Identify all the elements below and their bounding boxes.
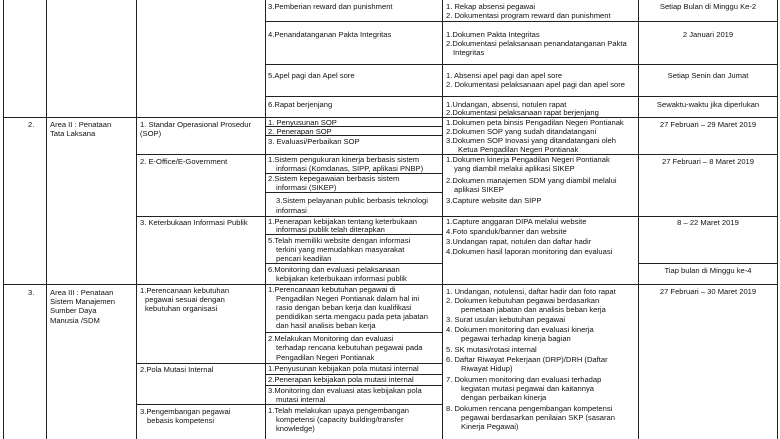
program-label: pegawai sesuai dengan — [145, 295, 225, 304]
area-label: Manusia /SDM — [50, 316, 100, 325]
schedule-cell: Setiap Bulan di Minggu Ke-2 — [659, 2, 757, 11]
activity-line: pendidikan serta mengacu pada peta jabatan — [276, 312, 428, 321]
output-line: 1.Undangan, absensi, notulen rapat — [446, 100, 567, 109]
output-line: Ketua Pengadilan Negeri Pontianak — [458, 145, 579, 154]
output-line: 3.Dokumen SOP Inovasi yang ditandatangani oleh — [446, 136, 616, 145]
output-line: 2. Dokumentasi pelaksanaan apel pagi dan apel sore — [446, 80, 625, 89]
program-label: 1. Standar Operasional Prosedur — [140, 120, 252, 129]
activity-line: 2.Melakukan Monitoring dan evaluasi — [268, 334, 394, 343]
activity-line: 1.Sistem pengukuran kinerja berbasis sistem — [268, 155, 420, 164]
area-label: Tata Laksana — [50, 129, 96, 138]
output-line: 1.Dokumen kinerja Pengadilan Negeri Pontianak — [446, 155, 610, 164]
activity-line: kebijakan keterbukaan informasi publik — [276, 274, 407, 283]
grid-line — [46, 0, 47, 439]
activity-line: 3.Sistem pelayanan public berbasis teknologi — [276, 196, 428, 205]
output-line: kegiatan mutasi pegawai dan kaitannya — [461, 384, 594, 393]
activity-line: informasi (Komdanas, SIPP, aplikasi PNBP) — [276, 164, 424, 173]
activity-line: terhadap rencana kebutuhan pegawai pada — [276, 343, 423, 352]
output-line: 2.Dokumen manajemen SDM yang diambil melalui — [446, 176, 617, 185]
activity-line: kompetensi (capacity building/transfer — [276, 415, 404, 424]
output-line: 8. Dokumen rencana pengembangan kompetensi — [446, 404, 613, 413]
area-label: Sistem Manajemen — [50, 297, 115, 306]
output-line: Riwayat Hidup) — [461, 364, 513, 373]
activity-line: Pengadilan Negeri Pontianak dalam hal ini — [276, 294, 420, 303]
output-line: 7. Dokumen monitoring dan evaluasi terhadap — [446, 375, 602, 384]
output-line: 1. Undangan, notulensi, daftar hadir dan foto rapat — [446, 287, 616, 296]
grid-line — [3, 0, 4, 439]
activity-line: informasi (SIKEP) — [276, 183, 337, 192]
output-line: 2.Dokumentasi pelaksanaan penandatanganan Pakta — [446, 39, 627, 48]
activity-line: 3. Evaluasi/Perbaikan SOP — [268, 137, 360, 146]
program-label: 3.Pengembangan pegawai — [140, 407, 231, 416]
program-label: (SOP) — [140, 129, 162, 138]
output-line: pemetaan jabatan dan analisis beban kerja — [461, 305, 606, 314]
output-line: 5. SK mutasi/rotasi internal — [446, 345, 537, 354]
grid-line — [442, 0, 443, 439]
activity-pakta: 4.Penandatanganan Pakta Integritas — [268, 30, 392, 39]
activity-line: 2. Penerapan SOP — [268, 127, 332, 136]
program-label: bebasis kompetensi — [147, 416, 215, 425]
area-label: Area III : Penataan — [50, 288, 114, 297]
activity-line: 5.Telah memiliki website dengan informasi — [268, 236, 411, 245]
schedule-cell: 27 Februari – 8 Maret 2019 — [661, 157, 755, 166]
area-label: Area II : Penataan — [50, 120, 112, 129]
output-line: yang diambil melalui aplikasi SIKEP — [454, 164, 575, 173]
activity-line: informasi — [276, 206, 307, 215]
output-line: 3.Undangan rapat, notulen dan daftar hadir — [446, 237, 592, 246]
output-line: 4.Dokumen hasil laporan monitoring dan evaluasi — [446, 247, 613, 256]
output-line: 3.Capture website dan SIPP — [446, 196, 542, 205]
output-line: Kinerja Pegawai) — [461, 422, 519, 431]
schedule-cell: 2 Januari 2019 — [682, 30, 734, 39]
output-line: pegawai terhadap kinerja bagian — [461, 334, 571, 343]
activity-line: Pengadilan Negeri Pontianak — [276, 353, 375, 362]
program-label: 2.Pola Mutasi Internal — [140, 365, 214, 374]
schedule-cell: 27 Februari – 29 Maret 2019 — [659, 120, 757, 129]
schedule-cell: Tiap bulan di Minggu ke-4 — [664, 266, 752, 275]
output-line: 2.Dokumen SOP yang sudah ditandatangani — [446, 127, 597, 136]
row-number: 2. — [28, 120, 35, 129]
activity-line: 3.Monitoring dan evaluasi atas kebijakan pola — [268, 386, 422, 395]
activity-line: 1.Penerapan kebijakan tentang keterbukaan — [268, 217, 418, 226]
grid-line — [3, 117, 778, 118]
output-line: aplikasi SIKEP — [454, 185, 504, 194]
output-line: 3. Surat usulan kebutuhan pegawai — [446, 315, 566, 324]
program-label: 1.Perencanaan kebutuhan — [140, 286, 230, 295]
activity-line: 2.Penerapan kebijakan pola mutasi internal — [268, 375, 414, 384]
activity-line: mutasi internal — [276, 395, 326, 404]
activity-line: 1.Telah melakukan upaya pengembangan — [268, 406, 410, 415]
activity-line: 1.Penyusunan kebijakan pola mutasi internal — [268, 364, 419, 373]
program-label: kebutuhan organisasi — [145, 304, 218, 313]
output-line: pegawai berdasarkan penilaian SKP (sasaran — [461, 413, 615, 422]
activity-line: 6.Monitoring dan evaluasi pelaksanaan — [268, 265, 400, 274]
activity-line: 1.Perencanaan kebutuhan pegawai di — [268, 285, 396, 294]
output-line: 1.Dokumen peta binsis Pengadilan Negeri Pontianak — [446, 118, 624, 127]
activity-line: dan hasil analisis beban kerja — [276, 321, 376, 330]
grid-line — [136, 0, 137, 439]
grid-line — [265, 21, 778, 22]
output-line: Integritas — [453, 48, 485, 57]
row-number: 3. — [28, 288, 35, 297]
schedule-cell: 27 Februari – 30 Maret 2019 — [659, 287, 757, 296]
output-line: 1. Absensi apel pagi dan apel sore — [446, 71, 563, 80]
area-label: Sumber Daya — [50, 306, 97, 315]
grid-line — [265, 96, 778, 97]
output-line: 4. Dokumen monitoring dan evaluasi kinerja — [446, 325, 594, 334]
output-line: 4.Foto spanduk/banner dan website — [446, 227, 567, 236]
activity-reward: 3.Pemberian reward dan punishment — [268, 2, 393, 11]
output-line: 1.Dokumen Pakta Integritas — [446, 30, 540, 39]
activity-line: terkini yang memudahkan masyarakat — [276, 245, 405, 254]
program-label: 3. Keterbukaan Informasi Publik — [140, 218, 248, 227]
grid-line — [777, 0, 778, 439]
grid-line — [265, 332, 442, 333]
program-label: 2. E-Office/E-Government — [140, 157, 228, 166]
activity-rapat: 6.Rapat berjenjang — [268, 100, 333, 109]
schedule-cell: 8 – 22 Maret 2019 — [677, 218, 739, 227]
activity-line: rasio dengan beban kerja dan kualifikasi — [276, 303, 412, 312]
activity-line: 2.Sistem kepegawaian berbasis sistem — [268, 174, 400, 183]
output-line: 2.Dokumentasi pelaksanaan rapat berjenjang — [446, 108, 599, 117]
grid-line — [638, 263, 777, 264]
schedule-cell: Sewaktu-waktu jika diperlukan — [656, 100, 760, 109]
output-line: 1.Capture anggaran DIPA melalui website — [446, 217, 587, 226]
output-line: 2. Dokumentasi program reward dan punishment — [446, 11, 611, 20]
activity-apel: 5.Apel pagi dan Apel sore — [268, 71, 355, 80]
activity-line: 1. Penyusunan SOP — [268, 118, 337, 127]
output-line: dengan perbaikan kinerja — [461, 393, 547, 402]
activity-line: pencari keadilan — [276, 254, 332, 263]
output-line: 2. Dokumen kebutuhan pegawai berdasarkan — [446, 296, 600, 305]
output-line: 1. Rekap absensi pegawai — [446, 2, 536, 11]
activity-line: informasi publik telah diterapkan — [276, 225, 385, 234]
schedule-cell: Setiap Senin dan Jumat — [667, 71, 749, 80]
activity-line: knowledge) — [276, 424, 315, 433]
output-line: 6. Daftar Riwayat Pekerjaan (DRP)/DRH (Daftar — [446, 355, 608, 364]
grid-line — [265, 64, 778, 65]
